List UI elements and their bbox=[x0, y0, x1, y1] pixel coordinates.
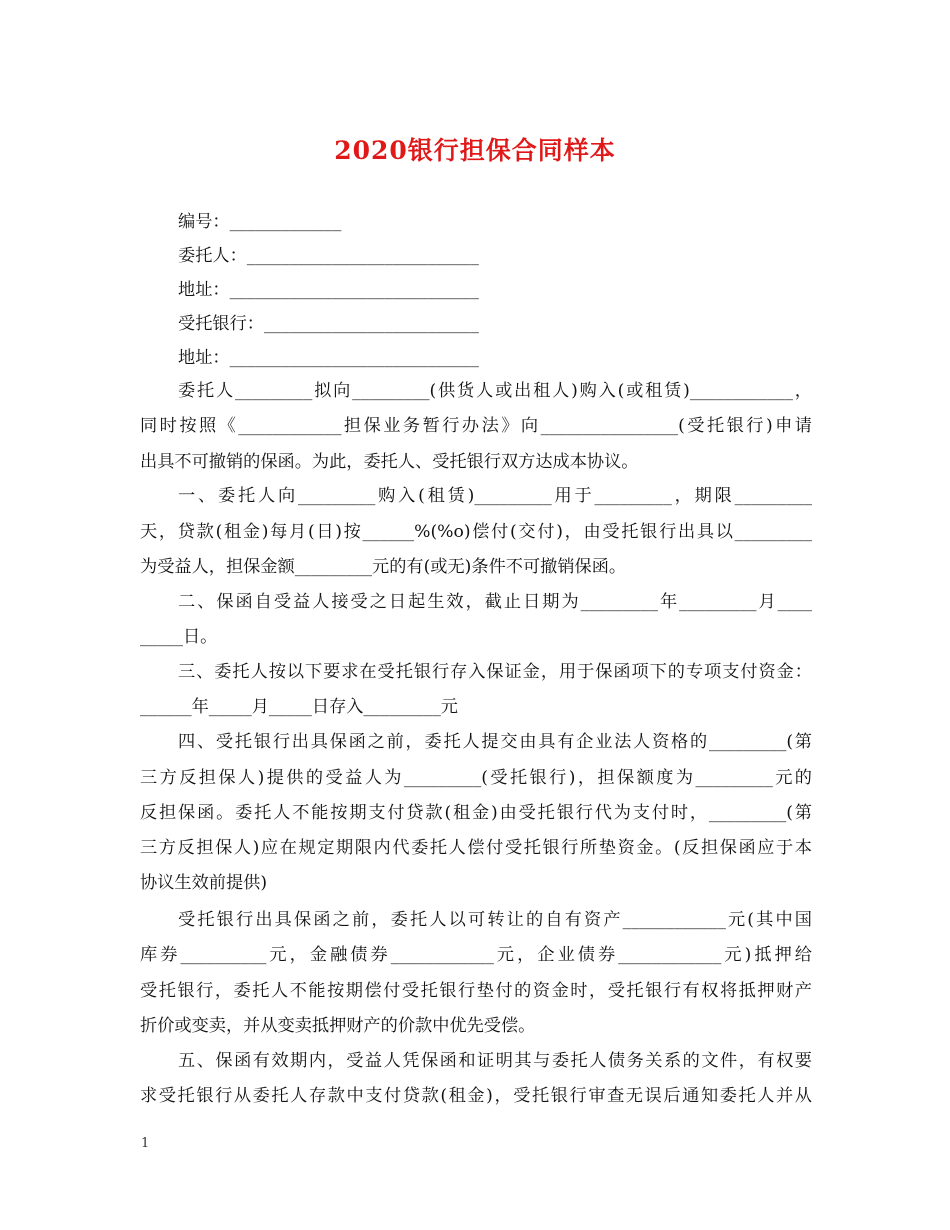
paragraph-line: 同时按照《____________担保业务暂行办法》向________________(受托银行)申请 bbox=[140, 416, 812, 436]
paragraph-line: 委托人_________拟向_________(供货人或出租人)购入(或租赁)____________， bbox=[178, 381, 812, 401]
paragraph-line: 库券__________元，金融债券____________元，企业债券____________元)抵押给 bbox=[140, 945, 812, 965]
paragraph-line: 五、保函有效期内，受益人凭保函和证明其与委托人债务关系的文件，有权要 bbox=[178, 1051, 812, 1071]
paragraph-line: 三方反担保人)应在规定期限内代委托人偿付受托银行所垫资金。(反担保函应于本 bbox=[140, 838, 812, 858]
paragraph-line: ______年_____月_____日存入_________元 bbox=[140, 697, 458, 717]
client-field: 委托人：___________________________ bbox=[178, 246, 479, 266]
paragraph-line: 一、委托人向_________购入(租赁)_________用于_________，期限_________ bbox=[178, 486, 812, 506]
paragraph-line: 出具不可撤销的保函。为此，委托人、受托银行双方达成本协议。 bbox=[140, 452, 639, 472]
paragraph-line: 求受托银行从委托人存款中支付贷款(租金)，受托银行审查无误后通知委托人并从 bbox=[140, 1086, 812, 1106]
paragraph-line: 天，贷款(租金)每月(日)按______%(%o)偿付(交付)，由受托银行出具以_________ bbox=[140, 522, 812, 542]
bank-field: 受托银行：_________________________ bbox=[178, 314, 479, 334]
paragraph-line: 为受益人，担保金额_________元的有(或无)条件不可撤销保函。 bbox=[140, 557, 627, 577]
paragraph-line: 受托银行出具保函之前，委托人以可转让的自有资产____________元(其中国 bbox=[178, 910, 812, 930]
paragraph-line: 三、委托人按以下要求在受托银行存入保证金，用于保函项下的专项支付资金： bbox=[178, 662, 812, 682]
paragraph-line: 折价或变卖，并从变卖抵押财产的价款中优先受偿。 bbox=[140, 1016, 536, 1036]
paragraph-line: 三方反担保人)提供的受益人为_________(受托银行)，担保额度为_________元的 bbox=[140, 768, 812, 788]
page-number: 1 bbox=[141, 1136, 150, 1151]
paragraph-line: _____日。 bbox=[140, 627, 218, 647]
paragraph-line: 协议生效前提供) bbox=[140, 873, 268, 893]
contract-number-field: 编号：_____________ bbox=[178, 212, 342, 232]
bank-address-field: 地址：_____________________________ bbox=[178, 348, 479, 368]
document-title: 2020银行担保合同样本 bbox=[334, 136, 616, 165]
paragraph-line: 二、保函自受益人接受之日起生效，截止日期为_________年_________月____ bbox=[178, 592, 812, 612]
paragraph-line: 四、受托银行出具保函之前，委托人提交由具有企业法人资格的_________(第 bbox=[178, 732, 812, 752]
client-address-field: 地址：_____________________________ bbox=[178, 280, 479, 300]
paragraph-line: 受托银行，委托人不能按期偿付受托银行垫付的资金时，受托银行有权将抵押财产 bbox=[140, 981, 812, 1001]
paragraph-line: 反担保函。委托人不能按期支付贷款(租金)由受托银行代为支付时，_________(第 bbox=[140, 803, 812, 823]
